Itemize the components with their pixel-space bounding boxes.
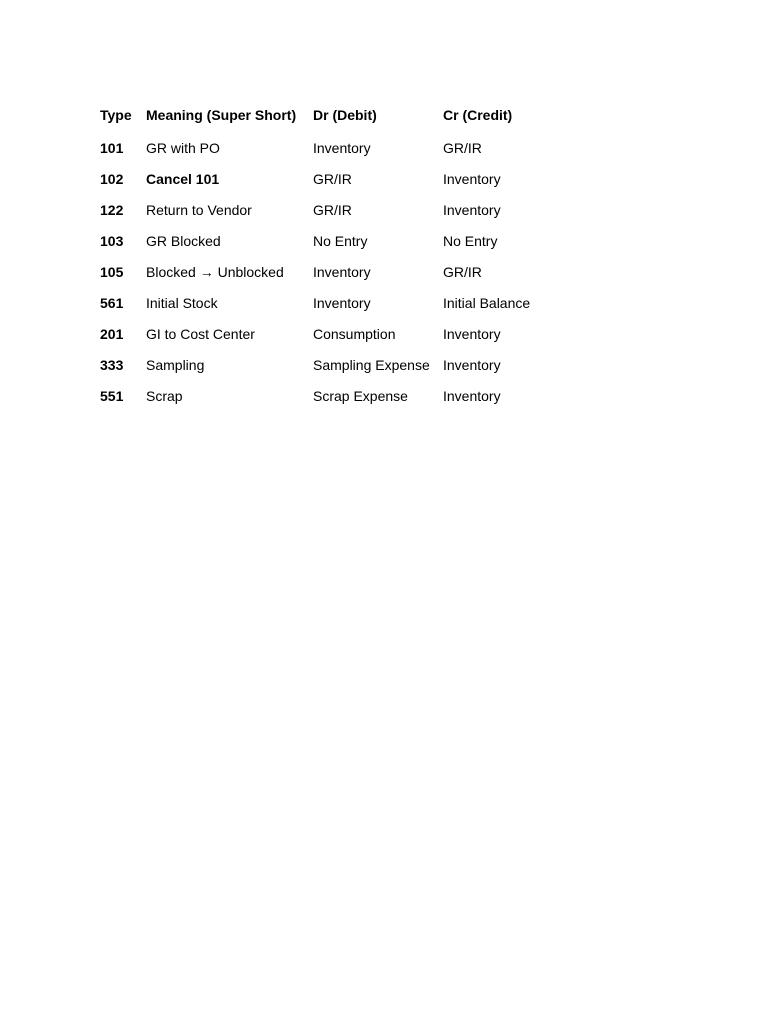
cell-meaning: Scrap bbox=[146, 388, 183, 404]
cell-debit: Sampling Expense bbox=[313, 357, 430, 373]
cell-meaning: GR Blocked bbox=[146, 233, 221, 249]
cell-meaning: GR with PO bbox=[146, 140, 220, 156]
cell-meaning: Cancel 101 bbox=[146, 171, 220, 187]
header-type: Type bbox=[100, 107, 132, 123]
table-row bbox=[95, 262, 553, 293]
table-header bbox=[95, 104, 553, 138]
header-debit: Dr (Debit) bbox=[313, 107, 377, 123]
cell-type: 333 bbox=[100, 357, 124, 373]
cell-type: 102 bbox=[100, 171, 124, 187]
movement-type-table bbox=[95, 104, 553, 417]
cell-type: 561 bbox=[100, 295, 124, 311]
cell-credit: GR/IR bbox=[443, 140, 482, 156]
cell-debit: Inventory bbox=[313, 140, 371, 156]
cell-credit: Inventory bbox=[443, 326, 501, 342]
table-row bbox=[95, 324, 553, 355]
cell-type: 122 bbox=[100, 202, 124, 218]
cell-meaning: Blocked → Unblocked bbox=[146, 264, 284, 280]
cell-type: 101 bbox=[100, 140, 124, 156]
cell-credit: Inventory bbox=[443, 171, 501, 187]
table-row bbox=[95, 293, 553, 324]
table-row bbox=[95, 386, 553, 417]
table-row bbox=[95, 200, 553, 231]
cell-credit: Inventory bbox=[443, 388, 501, 404]
table-row bbox=[95, 169, 553, 200]
cell-debit: Scrap Expense bbox=[313, 388, 408, 404]
cell-debit: Inventory bbox=[313, 295, 371, 311]
cell-credit: Initial Balance bbox=[443, 295, 531, 311]
cell-debit: Consumption bbox=[313, 326, 396, 342]
cell-meaning: Sampling bbox=[146, 357, 205, 373]
header-credit: Cr (Credit) bbox=[443, 107, 513, 123]
table-row bbox=[95, 231, 553, 262]
cell-credit: No Entry bbox=[443, 233, 498, 249]
cell-debit: No Entry bbox=[313, 233, 368, 249]
table-header-row bbox=[95, 104, 553, 138]
cell-credit: Inventory bbox=[443, 202, 501, 218]
cell-type: 103 bbox=[100, 233, 124, 249]
cell-debit: GR/IR bbox=[313, 171, 352, 187]
table-row bbox=[95, 138, 553, 169]
cell-credit: Inventory bbox=[443, 357, 501, 373]
cell-debit: Inventory bbox=[313, 264, 371, 280]
cell-meaning: GI to Cost Center bbox=[146, 326, 255, 342]
cell-type: 105 bbox=[100, 264, 124, 280]
cell-debit: GR/IR bbox=[313, 202, 352, 218]
cell-meaning: Initial Stock bbox=[146, 295, 218, 311]
cell-type: 201 bbox=[100, 326, 124, 342]
header-meaning: Meaning (Super Short) bbox=[146, 107, 297, 123]
cell-type: 551 bbox=[100, 388, 124, 404]
table-row bbox=[95, 355, 553, 386]
cell-credit: GR/IR bbox=[443, 264, 482, 280]
table-body bbox=[95, 138, 553, 417]
cell-meaning: Return to Vendor bbox=[146, 202, 252, 218]
